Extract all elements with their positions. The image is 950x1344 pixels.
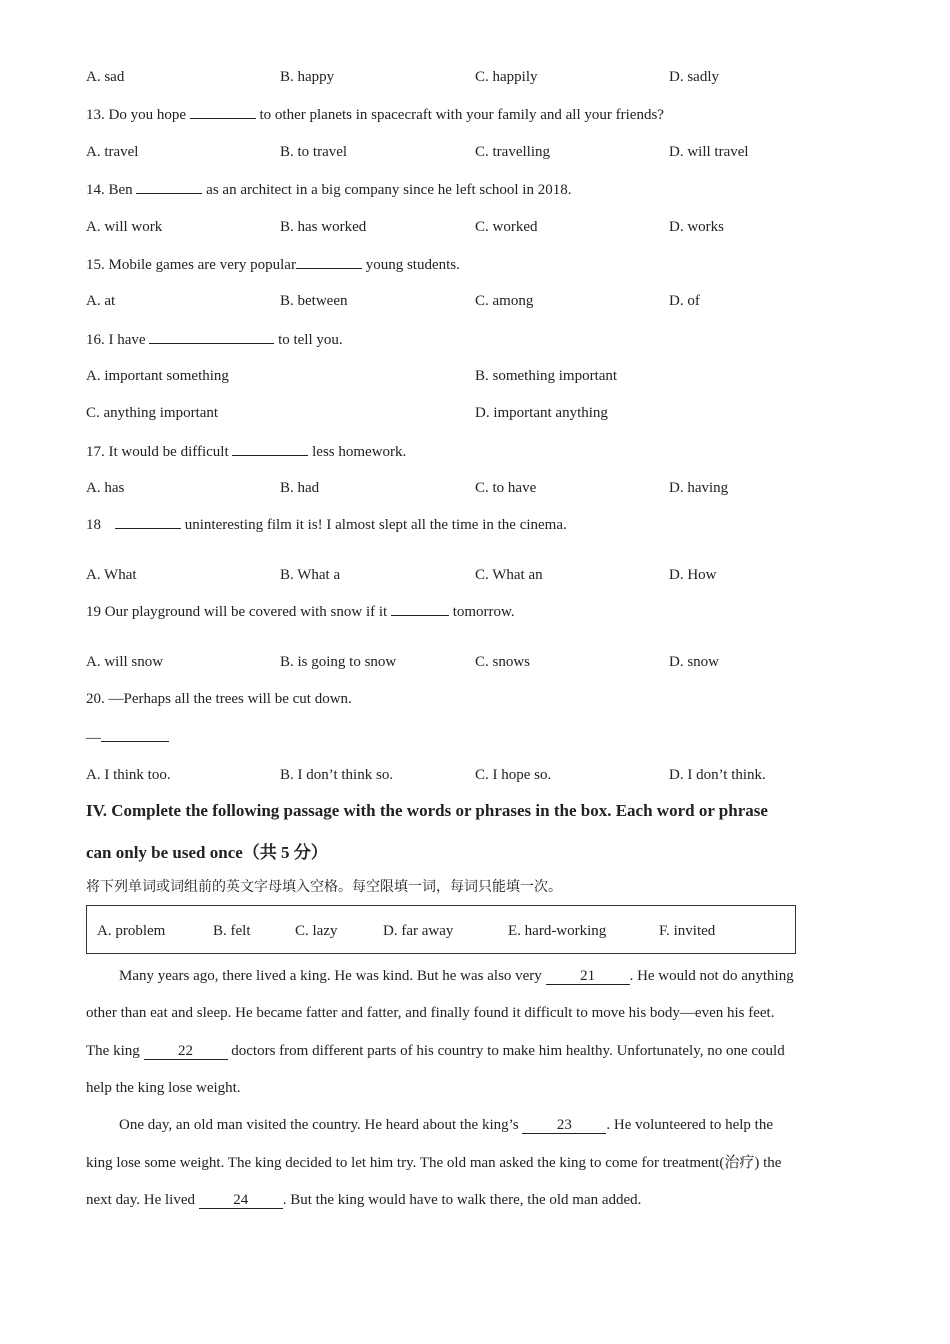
question-13: 13. Do you hope to other planets in spacecraft with your family and all your friends? xyxy=(86,104,664,125)
q13-option-c: C. travelling xyxy=(475,144,550,160)
q14-option-c: C. worked xyxy=(475,219,538,235)
q15-option-b: B. between xyxy=(280,293,348,309)
passage-line: next day. He lived 24 . But the king would have to walk there, the old man added. xyxy=(86,1192,642,1208)
q19-option-b: B. is going to snow xyxy=(280,654,397,670)
q18-option-c: C. What an xyxy=(475,567,543,583)
q20-option-d: D. I don’t think. xyxy=(669,767,766,783)
question-18: 18 uninteresting film it is! I almost slept all the time in the cinema. xyxy=(86,514,567,535)
q15-option-c: C. among xyxy=(475,293,534,309)
section-heading-line-2: can only be used once（共 5 分） xyxy=(86,843,328,862)
q12-option-a: A. sad xyxy=(86,69,125,85)
passage-line: Many years ago, there lived a king. He was kind. But he was also very 21 . He would not do anything xyxy=(119,968,794,984)
word-box-item: D. far away xyxy=(383,923,454,939)
passage-line: help the king lose weight. xyxy=(86,1080,241,1096)
word-box-item: F. invited xyxy=(659,923,716,939)
q18-option-d: D. How xyxy=(669,567,717,583)
q14-option-b: B. has worked xyxy=(280,219,367,235)
q17-option-d: D. having xyxy=(669,480,729,496)
q18-option-b: B. What a xyxy=(280,567,341,583)
q19-option-d: D. snow xyxy=(669,654,720,670)
word-box-item: A. problem xyxy=(97,923,166,939)
q15-option-a: A. at xyxy=(86,293,116,309)
passage-line: other than eat and sleep. He became fatter and fatter, and finally found it difficult to move his body—even his feet. xyxy=(86,1005,775,1021)
numbered-blank-23: 23 xyxy=(522,1117,606,1134)
word-box xyxy=(86,905,796,954)
q16-option-d: D. important anything xyxy=(475,405,608,421)
q13-option-b: B. to travel xyxy=(280,144,348,160)
numbered-blank-21: 21 xyxy=(546,968,630,985)
question-19: 19 Our playground will be covered with snow if it tomorrow. xyxy=(86,601,515,622)
q12-option-d: D. sadly xyxy=(669,69,719,85)
question-15: 15. Mobile games are very popular young students. xyxy=(86,254,460,275)
numbered-blank-22: 22 xyxy=(144,1043,228,1060)
word-box-item: C. lazy xyxy=(295,923,338,939)
q13-option-d: D. will travel xyxy=(669,144,749,160)
question-17: 17. It would be difficult less homework. xyxy=(86,441,406,462)
passage-line: The king 22 doctors from different parts of his country to make him healthy. Unfortunately, no one could xyxy=(86,1043,785,1059)
answer-blank xyxy=(136,179,202,194)
q20-option-b: B. I don’t think so. xyxy=(280,767,394,783)
q16-option-b: B. something important xyxy=(475,368,618,384)
word-box-item: E. hard-working xyxy=(508,923,607,939)
q16-option-a: A. important something xyxy=(86,368,229,384)
question-20-reply: — xyxy=(86,727,169,748)
question-20: 20. —Perhaps all the trees will be cut down. xyxy=(86,691,352,707)
q13-option-a: A. travel xyxy=(86,144,139,160)
q17-option-c: C. to have xyxy=(475,480,537,496)
section-instruction: 将下列单词或词组前的英文字母填入空格。每空限填一词，每词只能填一次。 xyxy=(86,879,562,895)
passage-line: king lose some weight. The king decided to let him try. The old man asked the king to come for treatment(治疗) the xyxy=(86,1155,782,1171)
question-16: 16. I have to tell you. xyxy=(86,329,343,350)
q20-option-c: C. I hope so. xyxy=(475,767,552,783)
q20-option-a: A. I think too. xyxy=(86,767,171,783)
q19-option-a: A. will snow xyxy=(86,654,164,670)
q17-option-b: B. had xyxy=(280,480,320,496)
answer-blank xyxy=(115,514,181,529)
answer-blank xyxy=(149,329,274,344)
q14-option-d: D. works xyxy=(669,219,724,235)
q14-option-a: A. will work xyxy=(86,219,163,235)
q12-option-c: C. happily xyxy=(475,69,538,85)
answer-blank xyxy=(232,441,308,456)
q16-option-c: C. anything important xyxy=(86,405,219,421)
word-box-item: B. felt xyxy=(213,923,251,939)
passage-line: One day, an old man visited the country. He heard about the king’s 23 . He volunteered to help the xyxy=(119,1117,773,1133)
answer-blank xyxy=(190,104,256,119)
q18-option-a: A. What xyxy=(86,567,137,583)
numbered-blank-24: 24 xyxy=(199,1192,283,1209)
q17-option-a: A. has xyxy=(86,480,125,496)
q15-option-d: D. of xyxy=(669,293,700,309)
section-heading-line-1: IV. Complete the following passage with the words or phrases in the box. Each word or phrase xyxy=(86,801,768,820)
question-14: 14. Ben as an architect in a big company since he left school in 2018. xyxy=(86,179,571,200)
answer-blank xyxy=(101,727,169,742)
answer-blank xyxy=(296,254,362,269)
q12-option-b: B. happy xyxy=(280,69,335,85)
answer-blank xyxy=(391,601,449,616)
q19-option-c: C. snows xyxy=(475,654,531,670)
